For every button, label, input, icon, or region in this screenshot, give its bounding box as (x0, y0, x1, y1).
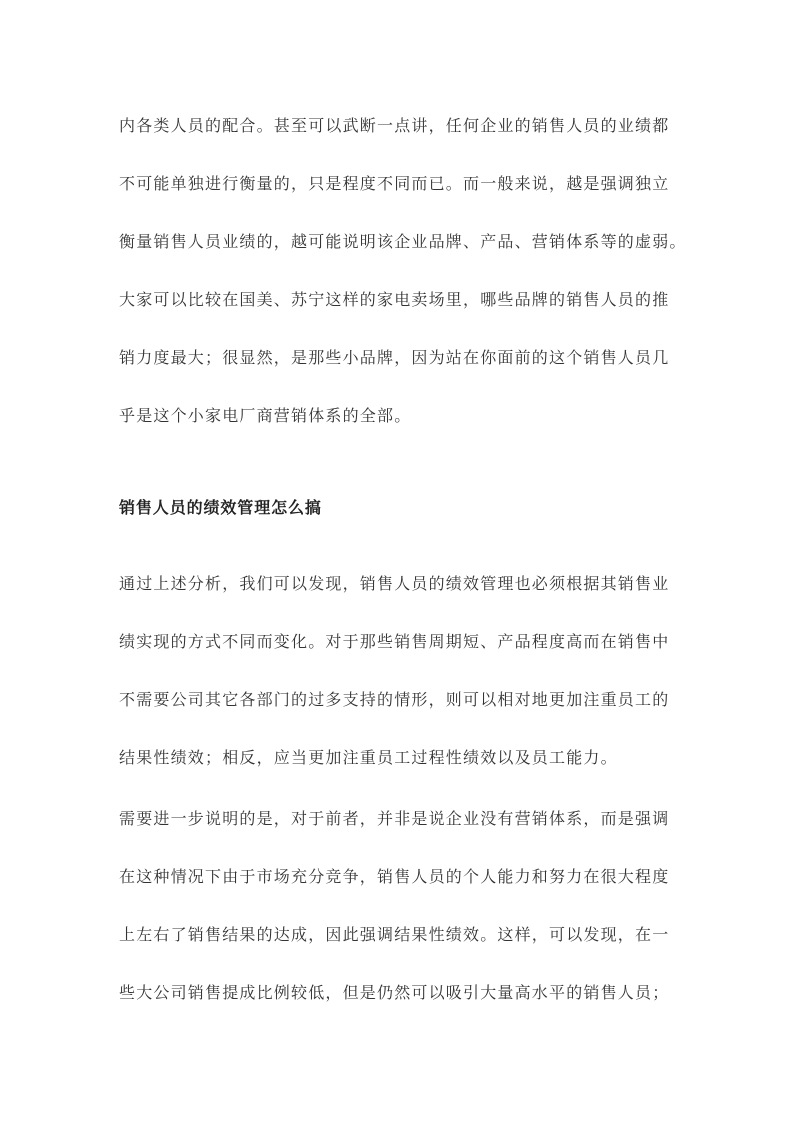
text-line: 大家可以比较在国美、苏宁这样的家电卖场里，哪些品牌的销售人员的推 (119, 290, 670, 309)
text-line: 衡量销售人员业绩的，越可能说明该企业品牌、产品、营销体系等的虚弱。 (119, 232, 687, 251)
text-line: 不需要公司其它各部门的过多支持的情形，则可以相对地更加注重员工的 (119, 690, 670, 709)
text-line: 些大公司销售提成比例较低，但是仍然可以吸引大量高水平的销售人员； (119, 983, 670, 1002)
text-line: 通过上述分析，我们可以发现，销售人员的绩效管理也必须根据其销售业 (119, 574, 670, 593)
text-line: 在这种情况下由于市场充分竞争，销售人员的个人能力和努力在很大程度 (119, 867, 670, 886)
text-line: 不可能单独进行衡量的，只是程度不同而已。而一般来说，越是强调独立 (119, 174, 670, 193)
text-line: 内各类人员的配合。甚至可以武断一点讲，任何企业的销售人员的业绩都 (119, 116, 670, 135)
text-line: 需要进一步说明的是，对于前者，并非是说企业没有营销体系，而是强调 (119, 809, 670, 828)
text-line: 乎是这个小家电厂商营销体系的全部。 (119, 406, 412, 425)
text-line: 绩实现的方式不同而变化。对于那些销售周期短、产品程度高而在销售中 (119, 632, 670, 651)
text-line: 上左右了销售结果的达成，因此强调结果性绩效。这样，可以发现，在一 (119, 925, 670, 944)
text-line: 结果性绩效；相反，应当更加注重员工过程性绩效以及员工能力。 (119, 748, 618, 767)
section-heading: 销售人员的绩效管理怎么搞 (119, 498, 322, 517)
text-line: 销力度最大；很显然，是那些小品牌，因为站在你面前的这个销售人员几 (119, 348, 670, 367)
